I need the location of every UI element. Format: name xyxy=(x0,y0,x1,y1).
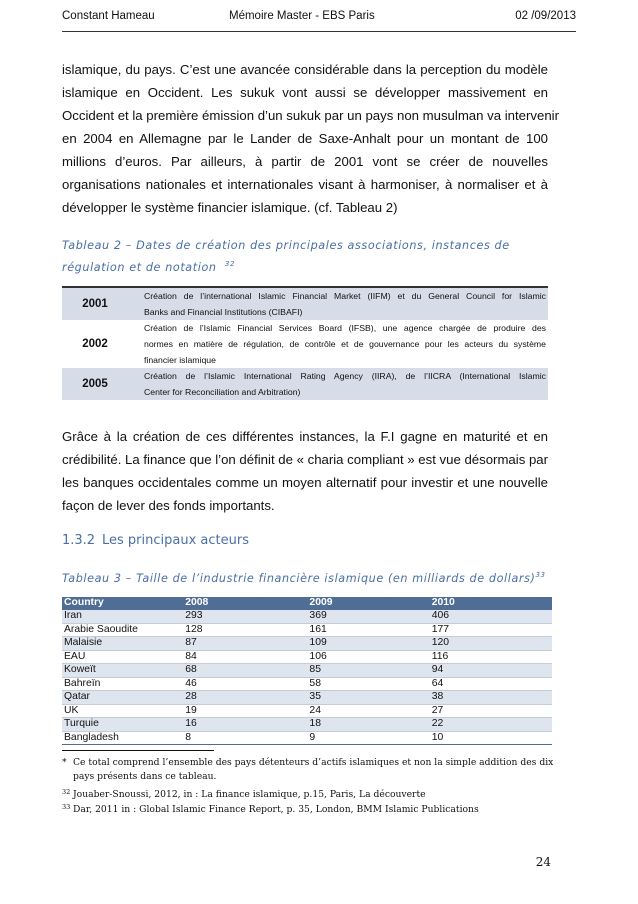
table2-caption xyxy=(62,236,548,277)
paragraph-line: islamique en Occident. Les sukuk vont aussi se développer massivement en xyxy=(62,85,548,100)
header-author: Constant Hameau xyxy=(62,10,155,22)
table-row xyxy=(62,650,552,664)
table-cell: 94 xyxy=(430,664,552,678)
table-cell: 19 xyxy=(183,704,307,718)
table2-year: 2005 xyxy=(82,378,108,390)
table-cell: 106 xyxy=(307,650,429,664)
table-cell: Iran xyxy=(62,610,183,623)
table2-row xyxy=(62,288,548,320)
table-cell: 87 xyxy=(183,637,307,651)
table2-row xyxy=(62,320,548,368)
table-cell: 64 xyxy=(430,677,552,691)
table2 xyxy=(62,286,548,400)
table-row xyxy=(62,664,552,678)
table2-description xyxy=(128,368,548,400)
paragraph-line: crédibilité. La finance que l’on définit de « charia compliant » est vue désormais par xyxy=(62,452,549,467)
table-cell: 120 xyxy=(430,637,552,651)
table-cell: EAU xyxy=(62,650,183,664)
table-cell: 8 xyxy=(183,731,307,745)
footnote-text: Ce total comprend l’ensemble des pays détenteurs d’actifs islamiques et non la simple addition des dix xyxy=(73,757,554,768)
table2-line: Création de l’Islamic Financial Services Board (IFSB), une agence chargée de produire des xyxy=(144,323,546,333)
table2-line: Banks and Financial Institutions (CIBAFI) xyxy=(144,307,303,317)
footnote-ref: 32 xyxy=(224,260,236,268)
footnote xyxy=(62,756,562,770)
paragraph-2 xyxy=(62,425,548,517)
page-number: 24 xyxy=(535,855,551,869)
header-title: Mémoire Master - EBS Paris xyxy=(229,10,375,22)
table-cell: Turquie xyxy=(62,718,183,732)
table-cell: 28 xyxy=(183,691,307,705)
section-heading xyxy=(62,533,249,548)
table2-line: normes en matière de régulation, de contrôle et de gouvernance pour les acteurs du système xyxy=(144,339,546,349)
paragraph-1 xyxy=(62,58,559,219)
table-row xyxy=(62,691,552,705)
table-cell: 16 xyxy=(183,718,307,732)
table-cell: 46 xyxy=(183,677,307,691)
table-cell: Bahreïn xyxy=(62,677,183,691)
page-header xyxy=(62,10,576,26)
caption-line: Tableau 3 – Taille de l’industrie financière islamique (en milliards de dollars) xyxy=(62,572,536,585)
table-cell: Arabie Saoudite xyxy=(62,623,183,637)
table2-description xyxy=(128,288,548,320)
table-cell: 24 xyxy=(307,704,429,718)
footnote-text: Jouaber-Snoussi, 2012, in : La finance islamique, p.15, Paris, La découverte xyxy=(73,789,426,800)
table-row xyxy=(62,704,552,718)
table-cell: 84 xyxy=(183,650,307,664)
column-header: 2009 xyxy=(307,597,429,610)
paragraph-line: organisations nationales et internationales visant à harmoniser, à normaliser et à xyxy=(62,177,548,192)
table-cell: 369 xyxy=(307,610,429,623)
paragraph-line: développer le système financier islamique. (cf. Tableau 2) xyxy=(62,200,398,215)
table2-year: 2001 xyxy=(82,298,108,310)
table-cell: 128 xyxy=(183,623,307,637)
paragraph-line: en 2004 en Allemagne par le Lander de Saxe-Anhalt pour un montant de 100 xyxy=(62,131,548,146)
table-row xyxy=(62,610,552,623)
table-row xyxy=(62,677,552,691)
footnote-text: pays présents dans ce tableau. xyxy=(73,771,217,782)
table-cell: 116 xyxy=(430,650,552,664)
table-cell: Malaisie xyxy=(62,637,183,651)
section-number: 1.3.2 xyxy=(62,533,96,548)
table-cell: 18 xyxy=(307,718,429,732)
table-row xyxy=(62,731,552,745)
table-cell: 406 xyxy=(430,610,552,623)
section-title: Les principaux acteurs xyxy=(102,533,249,548)
table2-line: Création de l’international Islamic Financial Market (IIFM) et du General Council for Islamic xyxy=(144,291,546,301)
paragraph-line: Grâce à la création de ces différentes instances, la F.I gagne en maturité et en xyxy=(62,429,548,444)
table-cell: 68 xyxy=(183,664,307,678)
paragraph-line: millions d’euros. Par ailleurs, à partir de 2001 vont se créer de nouvelles xyxy=(62,154,548,169)
table2-line: Center for Reconciliation and Arbitration) xyxy=(144,387,301,397)
table2-row xyxy=(62,368,548,400)
table-cell: 10 xyxy=(430,731,552,745)
table3-caption xyxy=(62,566,548,588)
table-cell: 85 xyxy=(307,664,429,678)
paragraph-line: les banques occidentales comme un moyen alternatif pour investir et une nouvelle xyxy=(62,475,548,490)
table2-description xyxy=(128,320,548,368)
table-cell: 9 xyxy=(307,731,429,745)
paragraph-line: islamique, du pays. C’est une avancée considérable dans la perception du modèle xyxy=(62,62,548,77)
paragraph-line: façon de lever des fonds importants. xyxy=(62,498,275,513)
column-header: 2008 xyxy=(183,597,307,610)
column-header: Country xyxy=(62,597,183,610)
caption-line: Tableau 2 – Dates de création des principales associations, instances de xyxy=(62,239,510,252)
table-header-row xyxy=(62,597,552,610)
table2-line: Création de l’Islamic International Rating Agency (IIRA), de l’IICRA (International Islamic xyxy=(144,371,546,381)
table-cell: 22 xyxy=(430,718,552,732)
table-cell: Bangladesh xyxy=(62,731,183,745)
footnote xyxy=(62,800,562,817)
table-cell: 161 xyxy=(307,623,429,637)
footnote-mark: 33 xyxy=(62,803,71,811)
footnote-text: Dar, 2011 in : Global Islamic Finance Report, p. 35, London, BMM Islamic Publications xyxy=(73,804,479,815)
table-cell: 35 xyxy=(307,691,429,705)
table-cell: 177 xyxy=(430,623,552,637)
footnote-separator xyxy=(62,750,214,751)
table3 xyxy=(62,597,552,745)
header-rule xyxy=(62,31,576,32)
table-cell: 109 xyxy=(307,637,429,651)
table-cell: 27 xyxy=(430,704,552,718)
footnote-ref: 33 xyxy=(535,571,546,579)
table-cell: 58 xyxy=(307,677,429,691)
table2-year: 2002 xyxy=(82,338,108,350)
table-cell: UK xyxy=(62,704,183,718)
table-cell: Qatar xyxy=(62,691,183,705)
header-date: 02 /09/2013 xyxy=(515,10,576,22)
footnote xyxy=(62,770,562,784)
footnote-mark: 32 xyxy=(62,788,71,796)
table-row xyxy=(62,637,552,651)
table-cell: 293 xyxy=(183,610,307,623)
column-header: 2010 xyxy=(430,597,552,610)
table-row xyxy=(62,718,552,732)
footnote-mark: * xyxy=(62,757,67,768)
table2-line: financier islamique xyxy=(144,355,216,365)
table-row xyxy=(62,623,552,637)
paragraph-line: Occident et la première émission d’un sukuk par un pays non musulman va intervenir xyxy=(62,108,559,123)
table-cell: Koweït xyxy=(62,664,183,678)
table-cell: 38 xyxy=(430,691,552,705)
caption-line: régulation et de notation xyxy=(62,261,217,274)
